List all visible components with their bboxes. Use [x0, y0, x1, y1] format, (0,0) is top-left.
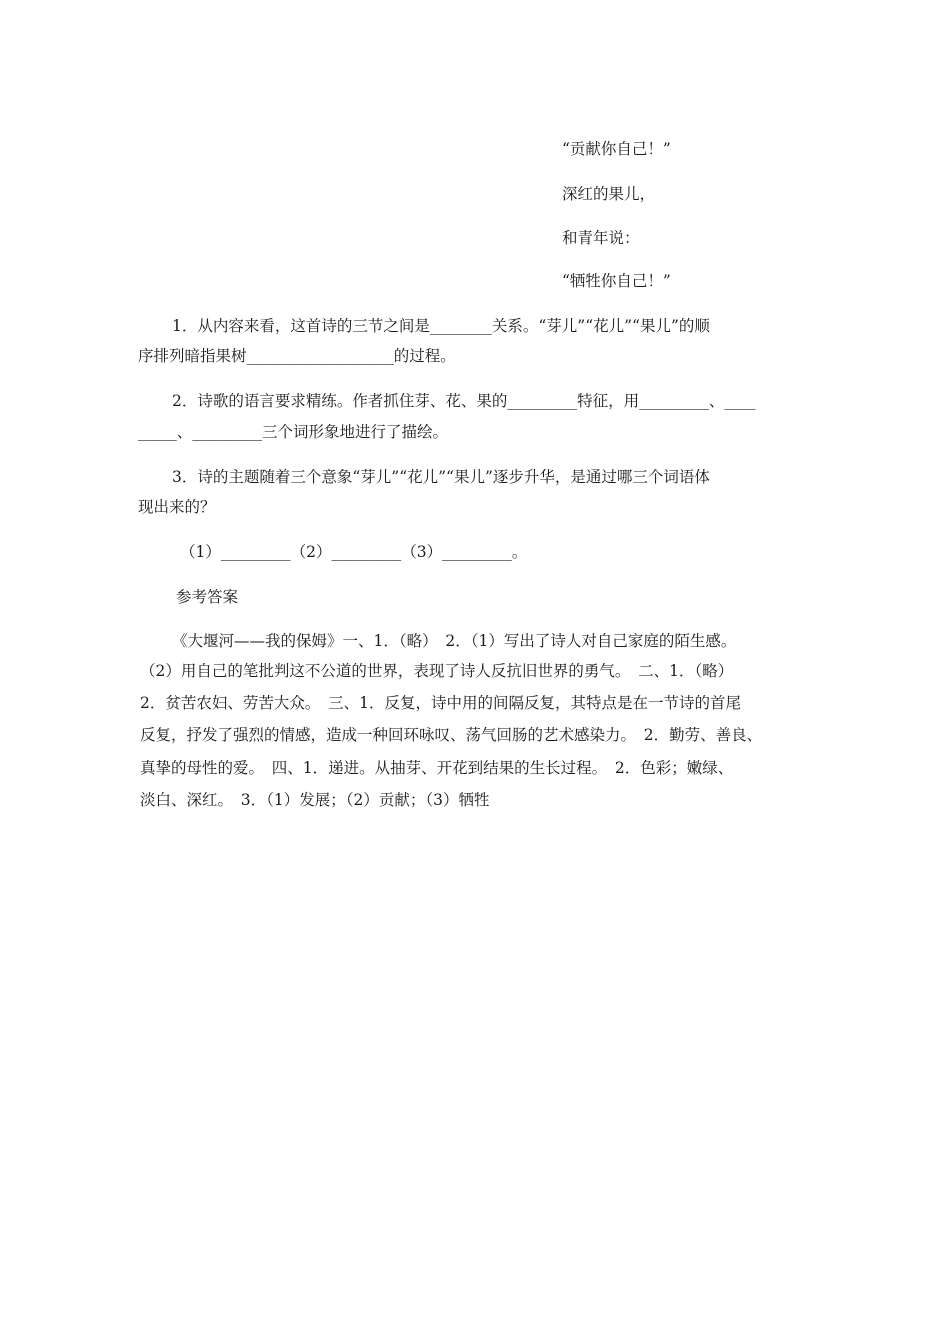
question-1-line-1: 1．从内容来看，这首诗的三节之间是________关系。“芽儿”“花儿”“果儿”的顺 [172, 317, 710, 335]
answer-line-3: 2．贫苦农妇、劳苦大众。 三、1．反复，诗中用的间隔反复，其特点是在一节诗的首尾 [140, 694, 741, 712]
poem-line-3: 和青年说： [562, 229, 640, 247]
answer-line-4: 反复，抒发了强烈的情感，造成一种回环咏叹、荡气回肠的艺术感染力。 2．勤劳、善良、 [140, 726, 763, 744]
answer-line-1: 《大堰河——我的保姆》一、1．（略） 2．（1）写出了诗人对自己家庭的陌生感。 [172, 632, 737, 650]
question-3-blanks: （1）_________（2）_________（3）_________。 [180, 543, 528, 561]
question-3-line-1: 3．诗的主题随着三个意象“芽儿”“花儿”“果儿”逐步升华，是通过哪三个词语体 [172, 468, 710, 486]
answer-line-2: （2）用自己的笔批判这不公道的世界，表现了诗人反抗旧世界的勇气。 二、1．（略） [140, 662, 734, 680]
question-3-line-2: 现出来的？ [138, 498, 216, 516]
poem-line-1: “贡献你自己！” [562, 140, 671, 158]
answer-line-5: 真挚的母性的爱。 四、1．递进。从抽芽、开花到结果的生长过程。 2．色彩；嫩绿、 [140, 759, 734, 777]
answers-heading: 参考答案 [176, 588, 239, 606]
question-1-line-2: 序排列暗指果树___________________的过程。 [138, 347, 456, 365]
poem-line-2: 深红的果儿， [562, 185, 656, 203]
poem-line-4: “牺牲你自己！” [562, 272, 671, 290]
question-2-line-1: 2．诗歌的语言要求精练。作者抓住芽、花、果的_________特征，用_________、____ [172, 392, 756, 410]
answer-line-6: 淡白、深红。 3．（1）发展；（2）贡献；（3）牺牲 [140, 791, 490, 809]
question-2-line-2: _____、_________三个词形象地进行了描绘。 [138, 423, 449, 441]
